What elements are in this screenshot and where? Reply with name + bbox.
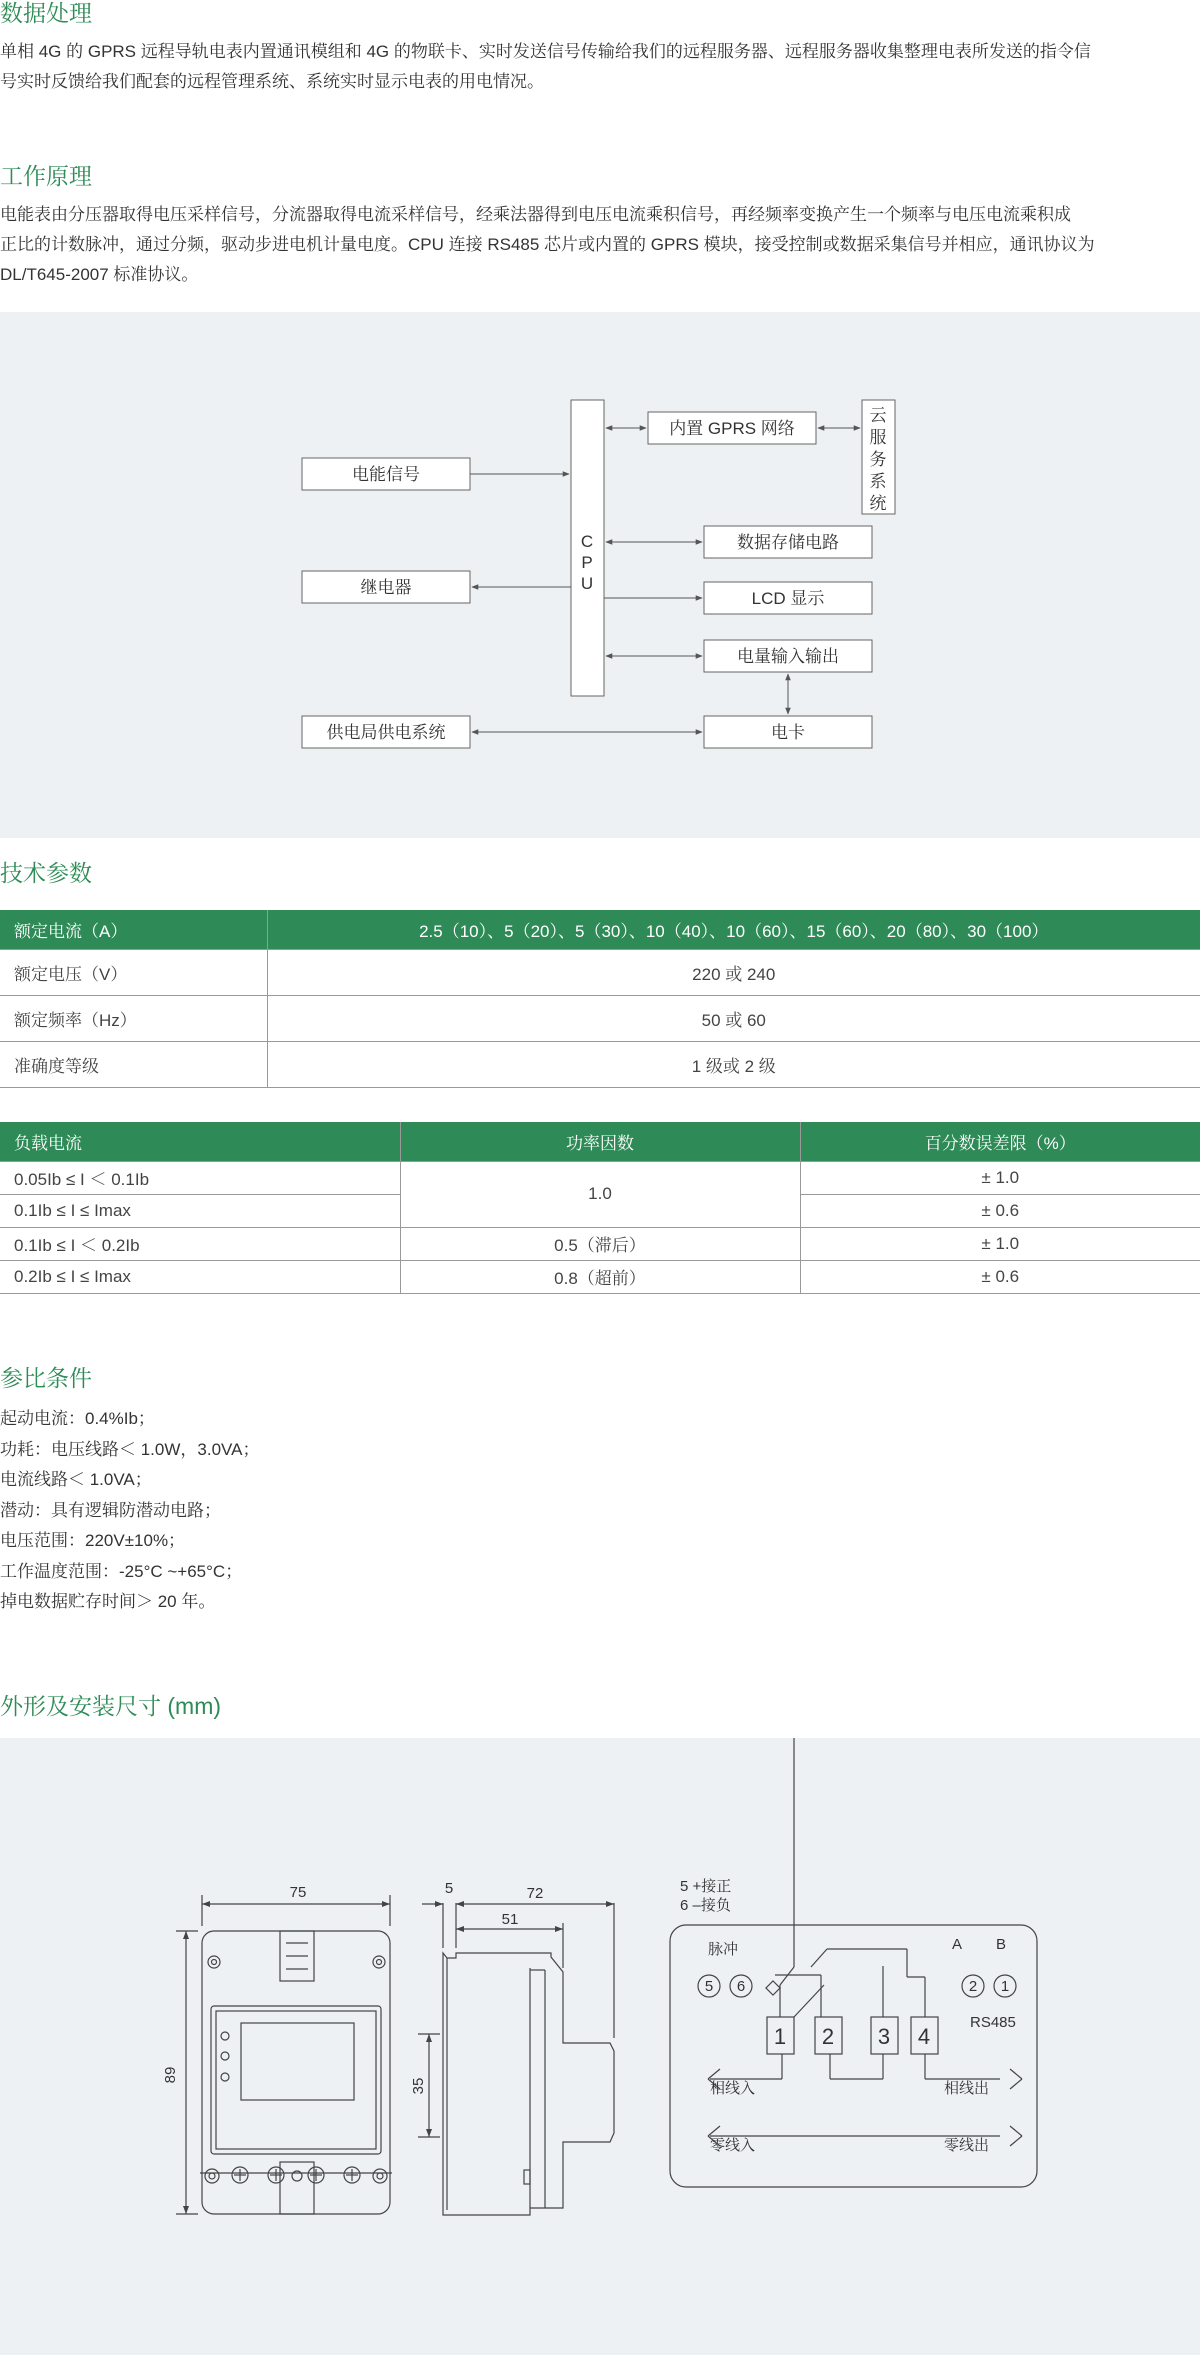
cloud-label (870, 406, 887, 513)
table-row (0, 1260, 1200, 1293)
table-cell: 0.5（滞后） (400, 1227, 800, 1260)
storage-label: 数据存储电路 (737, 533, 839, 552)
table-cell: ± 1.0 (800, 1161, 1200, 1194)
table-cell: 0.8（超前） (400, 1260, 800, 1293)
terminal-6: 6 (736, 1978, 746, 1995)
list-item: 电流线路＜ 1.0VA； (0, 1470, 152, 1489)
vertical-char: 务 (869, 450, 887, 469)
gprs-label: 内置 GPRS 网络 (669, 419, 795, 438)
lcd-label: LCD 显示 (751, 589, 825, 608)
table-cell: 220 或 240 (267, 949, 1200, 995)
io-label: 电量输入输出 (737, 647, 839, 666)
terminal-num-4: 4 (917, 2024, 931, 2049)
section-title-working-principle: 工作原理 (0, 163, 92, 189)
vertical-char: 云 (869, 406, 887, 425)
vertical-char: 统 (869, 494, 887, 513)
dim-89: 89 (162, 2066, 179, 2084)
data-processing-text (0, 37, 1200, 97)
front-view (200, 1931, 392, 2214)
terminal-2: 2 (968, 1978, 978, 1995)
text-line: 号实时反馈给我们配套的远程管理系统、系统实时显示电表的用电情况。 (0, 72, 544, 91)
relay-label: 继电器 (360, 578, 412, 597)
section-title-reference-conditions: 参比条件 (0, 1365, 92, 1391)
error-table (0, 1122, 1200, 1294)
phase-out-label: 相线出 (944, 2080, 990, 2097)
vertical-char: P (581, 553, 593, 572)
terminal-5: 5 (704, 1978, 714, 1995)
list-item: 功耗：电压线路＜ 1.0W，3.0VA； (0, 1439, 260, 1459)
list-item: 潜动：具有逻辑防潜动电路； (0, 1500, 221, 1520)
table-row (0, 910, 1200, 949)
dim-51: 51 (501, 1911, 519, 1928)
terminal-num-3: 3 (877, 2024, 891, 2049)
spec-table (0, 910, 1200, 1088)
terminal-b-label: B (995, 1936, 1007, 1953)
dimension-drawing (0, 1738, 1200, 2355)
note-6: 6 –接负 (680, 1897, 731, 1914)
table-row (0, 1161, 1200, 1194)
text-line: DL/T645-2007 标准协议。 (0, 265, 199, 284)
dim-35: 35 (410, 2077, 427, 2095)
table-header: 百分数误差限（%） (800, 1122, 1200, 1161)
cpu-label (581, 532, 593, 593)
vertical-char: U (580, 574, 594, 593)
table-cell: ± 1.0 (800, 1227, 1200, 1260)
dim-75: 75 (289, 1884, 307, 1901)
table-cell: 准确度等级 (0, 1041, 267, 1087)
card-label: 电卡 (771, 723, 805, 742)
list-item: 起动电流：0.4%Ib； (0, 1409, 155, 1428)
list-item: 掉电数据贮存时间＞ 20 年。 (0, 1592, 216, 1611)
dim-5: 5 (444, 1880, 454, 1897)
list-item: 工作温度范围：-25°C ~+65°C； (0, 1561, 243, 1581)
section-title-tech-params: 技术参数 (0, 860, 92, 886)
block-diagram-panel (0, 312, 1200, 838)
terminal-num-1: 1 (773, 2024, 787, 2049)
table-cell: 1.0 (400, 1161, 800, 1227)
table-row (0, 949, 1200, 995)
reference-conditions-list (0, 1404, 1200, 1618)
phase-in-label: 相线入 (710, 2080, 756, 2097)
section-title-data-processing: 数据处理 (0, 0, 92, 26)
table-cell: 0.1Ib ≤ I ≤ Imax (0, 1194, 400, 1227)
vertical-char: 服 (869, 428, 887, 447)
table-header-row (0, 1122, 1200, 1161)
side-view (418, 1903, 614, 2215)
table-cell: 0.05Ib ≤ I ＜ 0.1Ib (0, 1161, 400, 1194)
table-cell: 1 级或 2 级 (267, 1041, 1200, 1087)
table-row (0, 1227, 1200, 1260)
dim-72: 72 (526, 1885, 544, 1902)
table-header: 负载电流 (0, 1122, 400, 1161)
table-cell: ± 0.6 (800, 1260, 1200, 1293)
table-cell: 0.2Ib ≤ I ≤ Imax (0, 1260, 400, 1293)
pulse-label: 脉冲 (708, 1941, 739, 1958)
note-5: 5 +接正 (680, 1878, 732, 1895)
neutral-in-label: 零线入 (710, 2137, 756, 2154)
terminal-a-label: A (951, 1936, 963, 1953)
energy-signal-label: 电能信号 (352, 465, 420, 484)
terminal-1: 1 (1000, 1978, 1010, 1995)
dimension-panel (0, 1738, 1200, 2355)
table-cell: 50 或 60 (267, 995, 1200, 1041)
list-item: 电压范围：220V±10%； (0, 1531, 186, 1550)
vertical-char: 系 (869, 472, 887, 491)
terminal-num-2: 2 (821, 2024, 835, 2049)
table-cell: 额定频率（Hz） (0, 995, 267, 1041)
neutral-out-label: 零线出 (944, 2137, 990, 2154)
table-cell: 2.5（10）、5（20）、5（30）、10（40）、10（60）、15（60）、20（80）、30（100） (267, 910, 1200, 949)
table-cell: ± 0.6 (800, 1194, 1200, 1227)
text-line: 正比的计数脉冲，通过分频，驱动步进电机计量电度。CPU 连接 RS485 芯片或内置的 GPRS 模块，接受控制或数据采集信号并相应，通讯协议为 (0, 235, 1095, 254)
section-title-dimensions: 外形及安装尺寸 (mm) (0, 1693, 222, 1719)
table-cell: 额定电流（A） (0, 910, 267, 949)
rs485-label: RS485 (970, 2014, 1016, 2031)
table-cell: 额定电压（V） (0, 949, 267, 995)
table-cell: 0.1Ib ≤ I ＜ 0.2Ib (0, 1227, 400, 1260)
vertical-char: C (580, 532, 594, 551)
text-line: 电能表由分压器取得电压采样信号，分流器取得电流采样信号，经乘法器得到电压电流乘积信号，再经频率变换产生一个频率与电压电流乘积成 (0, 205, 1071, 224)
wiring-diagram (670, 1738, 1037, 2187)
block-diagram (0, 312, 1200, 838)
working-principle-text (0, 200, 1200, 290)
supply-system-label: 供电局供电系统 (326, 723, 446, 742)
table-row (0, 1041, 1200, 1087)
table-row (0, 995, 1200, 1041)
table-header: 功率因数 (400, 1122, 800, 1161)
text-line: 单相 4G 的 GPRS 远程导轨电表内置通讯模组和 4G 的物联卡、实时发送信号传输给我们的远程服务器、远程服务器收集整理电表所发送的指令信 (0, 42, 1091, 61)
